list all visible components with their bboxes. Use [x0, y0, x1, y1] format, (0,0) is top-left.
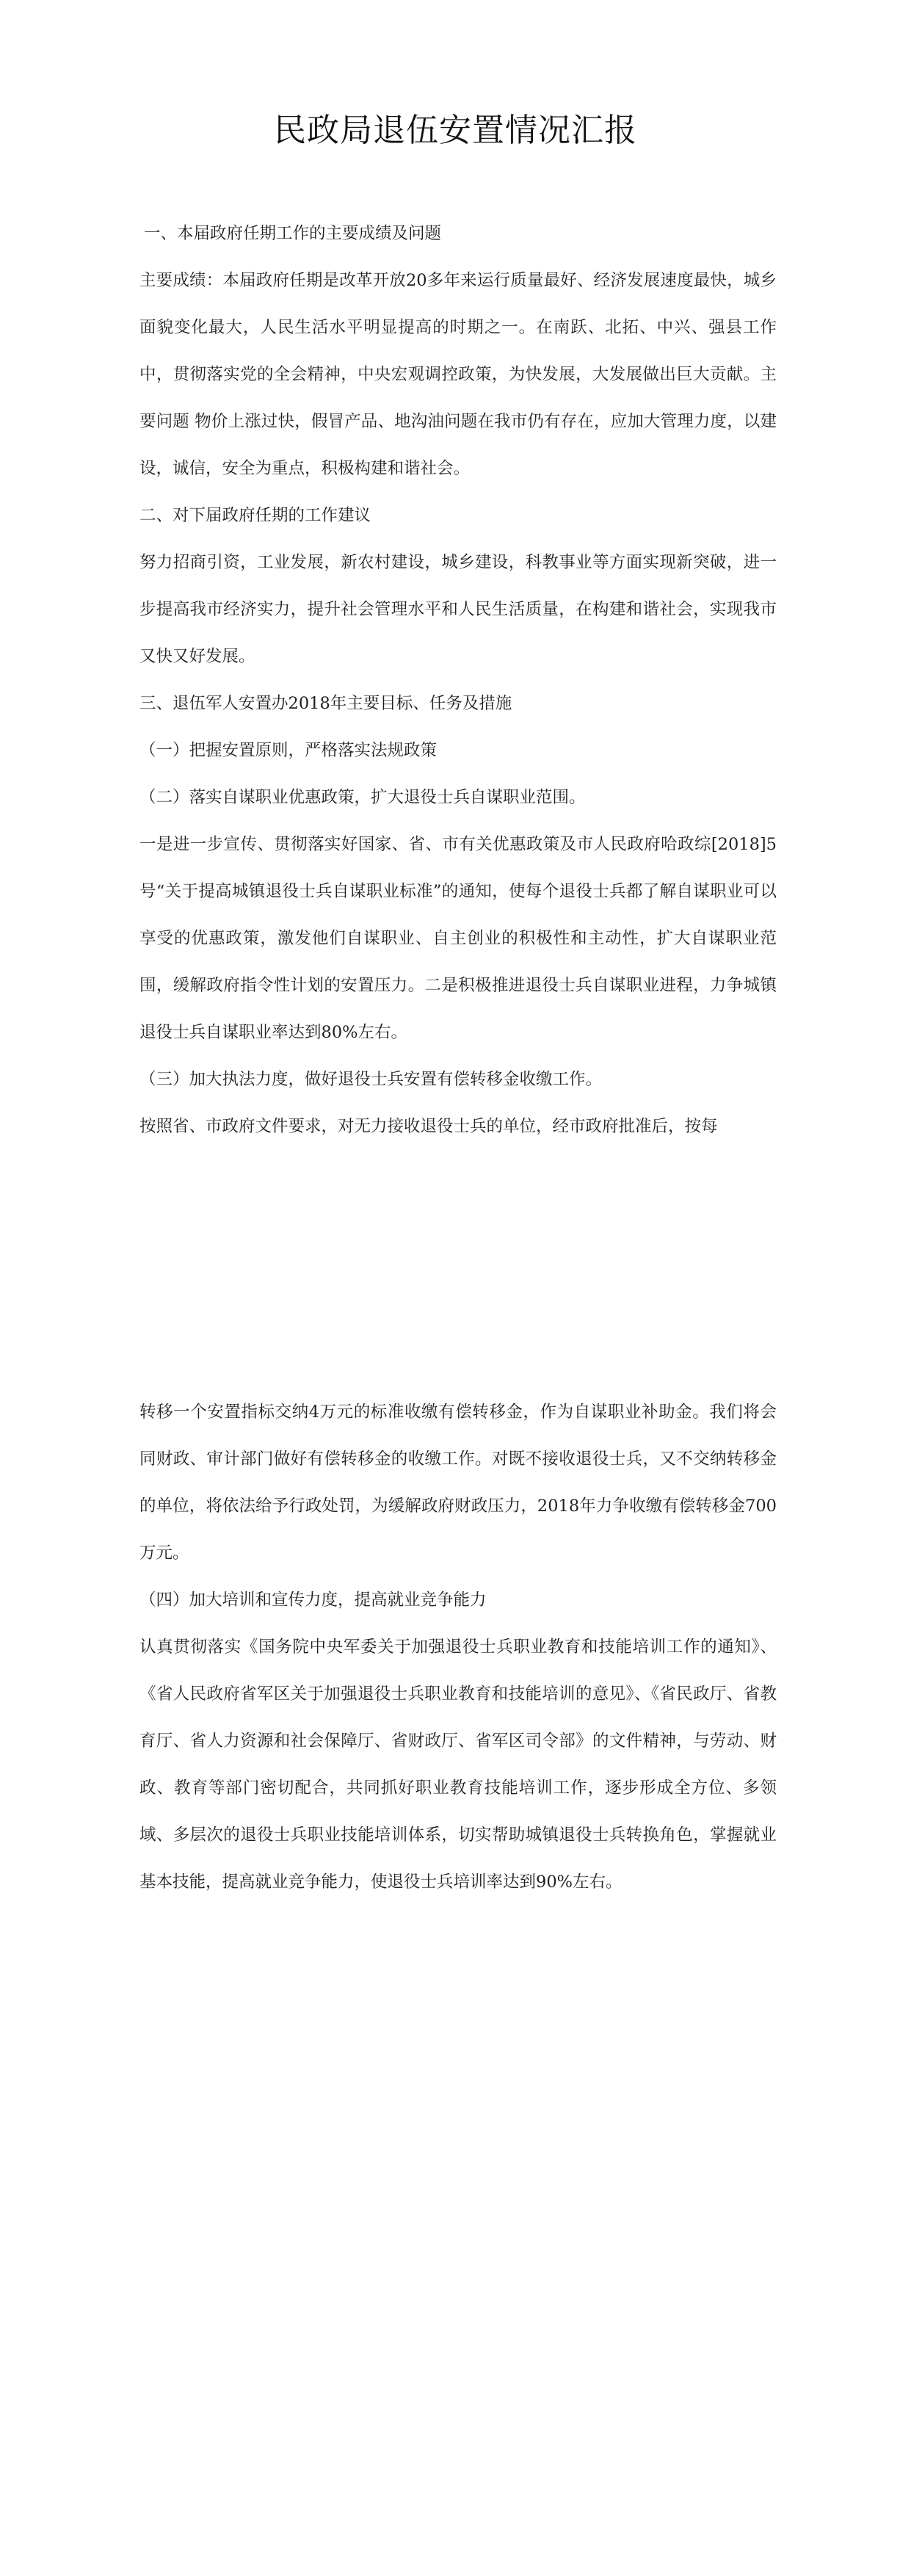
section3-sub3-body-a: 按照省、市政府文件要求，对无力接收退役士兵的单位，经市政府批准后，按每 — [139, 1117, 718, 1136]
content-block-bottom — [139, 1389, 777, 1906]
section1-heading: 一、本届政府任期工作的主要成绩及问题 — [144, 224, 442, 243]
section3-sub1: （一）把握安置原则，严格落实法规政策 — [139, 741, 438, 760]
section3-sub3: （三）加大执法力度，做好退役士兵安置有偿转移金收缴工作。 — [139, 1070, 603, 1089]
section3-sub4-body: 认真贯彻落实《国务院中央军委关于加强退役士兵职业教育和技能培训工作的通知》、《省人民政府省军区关于加强退役士兵职业教育和技能培训的意见》、《省民政厅、省教育厅、省人力资源和社会保障厅、省财政厅、省军区司令部》的文件精神，与劳动、财政、教育等部门密切配合，共同抓好职业教育技能培训工作，逐步形成全方位、多领域、多层次的退役士兵职业技能培训体系，切实帮助城镇退役士兵转换角色，掌握就业基本技能，提高就业竞争能力，使退役士兵培训率达到90%左右。 — [139, 1638, 777, 1892]
section3-sub2: （二）落实自谋职业优惠政策，扩大退役士兵自谋职业范围。 — [139, 788, 586, 807]
section3-sub2-body: 一是进一步宣传、贯彻落实好国家、省、市有关优惠政策及市人民政府哈政综[2018]5号“关于提高城镇退役士兵自谋职业标准”的通知，使每个退役士兵都了解自谋职业可以享受的优惠政策，激发他们自谋职业、自主创业的积极性和主动性，扩大自谋职业范围，缓解政府指令性计划的安置压力。二是积极推进退役士兵自谋职业进程，力争城镇退役士兵自谋职业率达到80%左右。 — [139, 835, 777, 1042]
document-title: 民政局退伍安置情况汇报 — [274, 112, 637, 149]
content-block-top — [139, 210, 777, 1150]
section2-body: 努力招商引资，工业发展，新农村建设，城乡建设，科教事业等方面实现新突破，进一步提高我市经济实力，提升社会管理水平和人民生活质量，在构建和谐社会，实现我市又快又好发展。 — [139, 553, 777, 666]
section1-body: 主要成绩：本届政府任期是改革开放20多年来运行质量最好、经济发展速度最快，城乡面貌变化最大，人民生活水平明显提高的时期之一。在南跃、北拓、中兴、强县工作中，贯彻落实党的全会精神，中央宏观调控政策，为快发展，大发展做出巨大贡献。主要问题 物价上涨过快，假冒产品、地沟油问题在我市仍有存在，应加大管理力度，以建设，诚信，安全为重点，积极构建和谐社会。 — [139, 271, 777, 478]
section3-sub4: （四）加大培训和宣传力度，提高就业竞争能力 — [139, 1591, 487, 1610]
section3-sub3-body-b: 转移一个安置指标交纳4万元的标准收缴有偿转移金，作为自谋职业补助金。我们将会同财政、审计部门做好有偿转移金的收缴工作。对既不接收退役士兵，又不交纳转移金的单位，将依法给予行政处罚，为缓解政府财政压力，2018年力争收缴有偿转移金700万元。 — [139, 1403, 777, 1563]
section2-heading: 二、对下届政府任期的工作建议 — [139, 506, 371, 525]
section3-heading: 三、退伍军人安置办2018年主要目标、任务及措施 — [139, 694, 512, 713]
